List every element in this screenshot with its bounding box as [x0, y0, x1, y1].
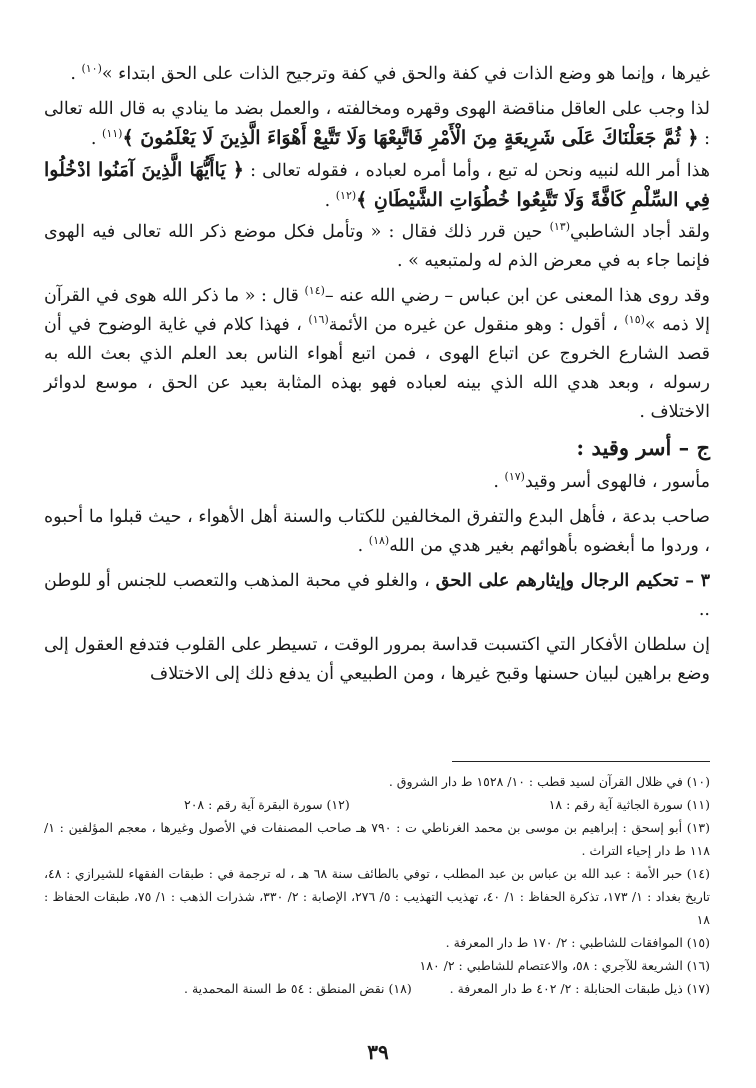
paragraph-6: مأسور ، فالهوى أسر وقيد$^{(١٧)}$ . — [493, 470, 710, 492]
footnote-10: (١٠) في ظلال القرآن لسيد قطب : ١٠/ ١٥٢٨ ط دار الشروق . — [388, 774, 710, 789]
footnote-ref-17: (١٧) — [504, 470, 525, 484]
footnote-13: (١٣) أبو إسحق : إبراهيم بن موسى بن محمد الغرناطي ت : ٧٩٠ هـ صاحب المصنفات في الأصول وغيرها ، معجم المؤلفين : ١/ ١١٨ ط دار إحياء التراث . — [44, 820, 710, 858]
footnote-ref-18: (١٨) — [368, 534, 390, 548]
paragraph-7: صاحب بدعة ، فأهل البدع والتفرق المخالفين للكتاب والسنة أهل الأهواء ، حيث قبلوا ما أحبوه ، وردوا ما أبغضوه بأهوائهم بغير هدي من الله$^{(١٨)}$ . — [44, 507, 710, 556]
quran-verse-1: ﴿ ثُمَّ جَعَلْنَاكَ عَلَى شَرِيعَةٍ مِنَ الْأَمْرِ فَاتَّبِعْهَا وَلَا تَتَّبِعْ أَهْوَاءَ الَّذِينَ لَا يَعْلَمُونَ ﴾ — [122, 127, 699, 149]
paragraph-1-text: غيرها ، وإنما هو وضع الذات في كفة والحق في كفة وترجيح الذات على الحق ابتداء » — [101, 64, 710, 84]
footnote-divider — [452, 761, 710, 762]
footnote-ref-10: (١٠) — [81, 62, 102, 76]
paragraph-2: لذا وجب على العاقل مناقضة الهوى وقهره ومخالفته ، والعمل بضد ما ينادي به قال الله تعالى : ﴿ ثُمَّ جَعَلْنَاكَ عَلَى شَرِيعَةٍ مِنَ الْأَمْرِ فَاتَّبِعْهَا وَلَا تَتَّبِعْ أَهْوَاءَ الَّذِينَ لَا يَعْلَمُونَ ﴾$^{(١١)}$ . — [44, 99, 710, 149]
footnote-17: (١٧) ذيل طبقات الحنابلة : ٢/ ٤٠٢ ط دار المعرفة . — [449, 981, 710, 996]
paragraph-4-b: حين قرر ذلك فقال : « وتأمل فكل موضع ذكر الله تعالى فيه الهوى فإنما جاء به في معرض الذم له ولمتبعيه » . — [44, 222, 710, 271]
footnote-ref-14: (١٤) — [304, 284, 325, 298]
footnote-ref-11: (١١) — [102, 127, 123, 141]
paragraph-4-a: ولقد أجاد الشاطبي — [570, 222, 710, 242]
paragraph-4 — [44, 218, 710, 276]
paragraph-1: غيرها ، وإنما هو وضع الذات في كفة والحق في كفة وترجيح الذات على الحق ابتداء »$^{(١٠)}$ . — [70, 62, 710, 84]
subheading-3: ٣ – تحكيم الرجال وإيثارهم على الحق — [435, 571, 710, 591]
paragraph-5 — [44, 282, 710, 427]
footnotes — [44, 770, 710, 1000]
paragraph-5-c: ، أقول : وهو منقول عن غيره من الأئمة — [328, 315, 619, 335]
paragraph-2-intro: لذا وجب على العاقل مناقضة الهوى وقهره ومخالفته ، والعمل بضد ما ينادي به قال الله تعالى : — [44, 99, 710, 149]
footnote-row-11-12 — [44, 793, 710, 816]
paragraph-5-a: وقد روى هذا المعنى عن ابن عباس – رضي الله عنه – — [324, 286, 710, 306]
footnote-ref-13: (١٣) — [549, 220, 570, 234]
footnote-18: (١٨) نقض المنطق : ٥٤ ط السنة المحمدية . — [184, 981, 412, 996]
page-number: ٣٩ — [367, 1040, 389, 1064]
footnote-ref-12: (١٢) — [335, 189, 357, 203]
paragraph-8 — [44, 567, 710, 625]
paragraph-5-b: قال : « ما ذكر الله هوى في القرآن إلا ذمه » — [44, 286, 710, 335]
footnote-15: (١٥) الموافقات للشاطبي : ٢/ ١٧٠ ط دار المعرفة . — [445, 935, 710, 950]
footnote-ref-15: (١٥) — [624, 313, 645, 327]
footnote-14: (١٤) حبر الأمة : عبد الله بن عباس بن عبد المطلب ، توفي بالطائف سنة ٦٨ هـ ، له ترجمة في : طبقات الفقهاء للشيرازي : ٤٨، تاريخ بغداد : ١/ ١٧٣، تذكرة الحفاظ : ١/ ٤٠، تهذيب التهذيب : ٥/ ٢٧٦، الإصابة : ٢/ ٣٣٠، شذرات الذهب : ١/ ٧٥، طبقات الحفاظ : ١٨ — [44, 866, 711, 927]
paragraph-8-rest: ، والغلو في محبة المذهب والتعصب للجنس أو للوطن .. — [44, 571, 710, 620]
footnote-11: (١١) سورة الجاثية آية رقم : ١٨ — [548, 797, 710, 812]
footnote-row-17-18 — [44, 977, 710, 1000]
paragraph-7-a: صاحب بدعة ، فأهل البدع والتفرق المخالفين للكتاب والسنة أهل الأهواء ، حيث قبلوا ما أحبوه ، وردوا ما أبغضوه بأهوائهم بغير هدي من الله — [44, 507, 710, 556]
footnote-ref-16: (١٦) — [308, 313, 329, 327]
paragraph-3-intro: هذا أمر الله لنبيه ونحن له تبع ، وأما أمره لعباده ، فقوله تعالى : — [250, 161, 711, 181]
footnote-12: (١٢) سورة البقرة آية رقم : ٢٠٨ — [184, 797, 350, 812]
paragraph-5-d: ، فهذا كلام في غاية الوضوح في أن قصد الشارع الخروج عن اتباع الهوى ، فمن اتبع أهواء الناس بعد العلم الذي بعث الله به رسوله ، وبعد هدي الله الذي بينه لعباده فهو بهذه المثابة بعيد عن الحق ، موسع لدوائر الاختلاف . — [44, 315, 710, 422]
quran-verse-2: ﴿ يَاأَيُّهَا الَّذِينَ آمَنُوا ادْخُلُوا فِي السِّلْمِ كَافَّةً وَلَا تَتَّبِعُوا خُطُوَاتِ الشَّيْطَانِ ﴾ — [44, 159, 710, 211]
paragraph-9: إن سلطان الأفكار التي اكتسبت قداسة بمرور الوقت ، تسيطر على القلوب فتدفع العقول إلى وضع براهين لبيان حسنها وقبح غيرها ، ومن الطبيعي أن يدفع ذلك إلى الاختلاف — [44, 635, 710, 684]
paragraph-3: هذا أمر الله لنبيه ونحن له تبع ، وأما أمره لعباده ، فقوله تعالى : ﴿ يَاأَيُّهَا الَّذِينَ آمَنُوا ادْخُلُوا فِي السِّلْمِ كَافَّةً وَلَا تَتَّبِعُوا خُطُوَاتِ الشَّيْطَانِ ﴾$^{(١٢)}$ . — [44, 159, 711, 211]
main-text — [44, 60, 710, 695]
paragraph-6-a: مأسور ، فالهوى أسر وقيد — [524, 472, 710, 492]
section-heading: ج – أسر وقيد : — [576, 435, 710, 460]
footnote-16: (١٦) الشريعة للآجري : ٥٨، والاعتصام للشاطبي : ٢/ ١٨٠ — [419, 958, 710, 973]
